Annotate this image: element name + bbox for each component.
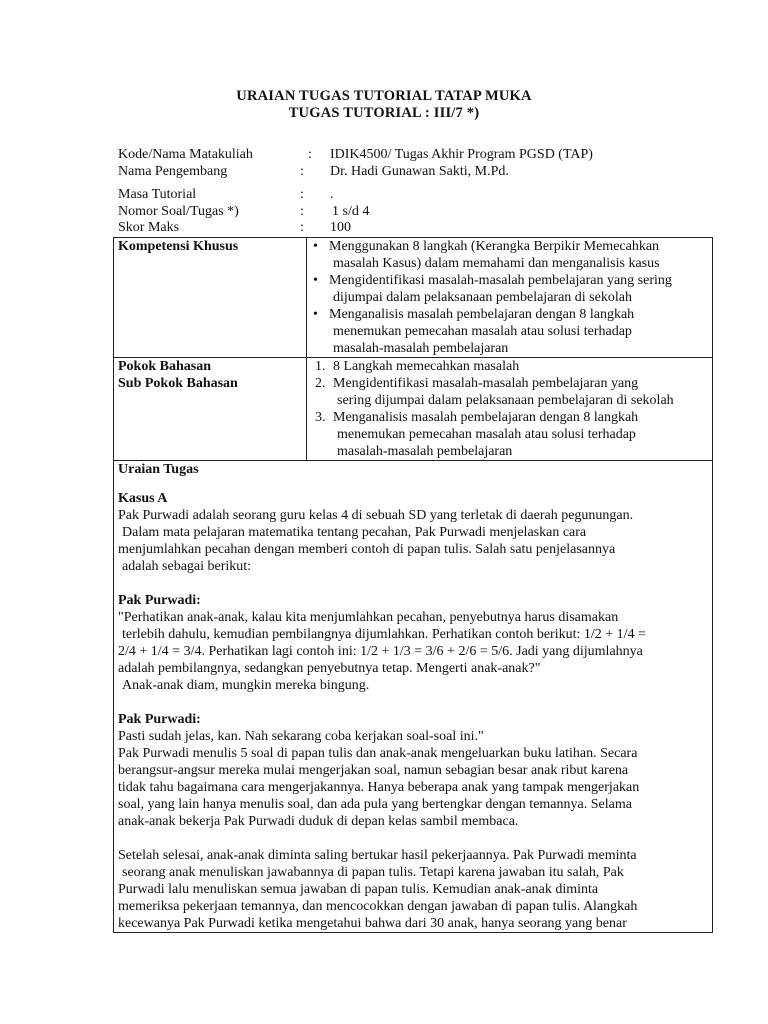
paragraph-line: terlebih dahulu, kemudian pembilangnya dijumlahkan. Perhatikan contoh berikut: 1/2 + 1/4 = <box>122 627 646 642</box>
speaker-label: Pak Purwadi: <box>118 712 201 727</box>
paragraph-line: Dalam mata pelajaran matematika tentang pecahan, Pak Purwadi menjelaskan cara <box>122 525 587 540</box>
pokok-heading: Pokok Bahasan Sub Pokok Bahasan <box>114 358 307 461</box>
pokok-item: 1. 8 Langkah memecahkan masalah <box>315 359 520 374</box>
document-subtitle: TUGAS TUTORIAL : III/7 *) <box>288 105 480 121</box>
info-label: Masa Tutorial <box>118 187 197 202</box>
info-label: Nomor Soal/Tugas *) <box>118 204 239 219</box>
paragraph-line: Setelah selesai, anak-anak diminta saling bertukar hasil pekerjaannya. Pak Purwadi meminta <box>118 848 637 863</box>
info-colon: : <box>300 220 304 235</box>
pokok-item: 3. Menganalisis masalah pembelajaran dengan 8 langkah menemukan pemecahan masalah atau solusi terhadap masalah-masalah pembelajaran <box>315 410 639 459</box>
paragraph-line: 2/4 + 1/4 = 3/4. Perhatikan lagi contoh ini: 1/2 + 1/3 = 3/6 + 2/6 = 5/6. Jadi yang dijumlahnya <box>118 644 643 659</box>
paragraph-line: Anak-anak diam, mungkin mereka bingung. <box>122 678 370 693</box>
info-colon: : <box>300 187 304 202</box>
task-table <box>113 237 713 933</box>
uraian-heading: Uraian Tugas <box>118 462 199 477</box>
paragraph-line: "Perhatikan anak-anak, kalau kita menjumlahkan pecahan, penyebutnya harus disamakan <box>118 610 619 625</box>
paragraph-line: berangsur-angsur mereka mulai mengerjakan soal, namun sebagian besar anak ribut karena <box>118 763 629 778</box>
kompetensi-heading: Kompetensi Khusus <box>114 238 307 358</box>
bullet-icon: • <box>313 273 318 288</box>
info-value: Dr. Hadi Gunawan Sakti, M.Pd. <box>330 164 509 179</box>
info-value: 1 s/d 4 <box>332 204 370 219</box>
info-value: 100 <box>330 220 351 235</box>
info-value: . <box>330 187 334 202</box>
kompetensi-item: • Menggunakan 8 langkah (Kerangka Berpikir Memecahkan masalah Kasus) dalam memahami dan menganalisis kasus <box>313 239 660 271</box>
paragraph-line: adalah sebagai berikut: <box>122 559 252 574</box>
paragraph-line: Pasti sudah jelas, kan. Nah sekarang coba kerjakan soal-soal ini." <box>118 729 484 744</box>
kompetensi-item: • Mengidentifikasi masalah-masalah pembelajaran yang sering dijumpai dalam pelaksanaan pembelajaran di sekolah <box>313 273 672 305</box>
row-pokok <box>114 358 713 461</box>
paragraph-line: tidak tahu bagaimana cara mengerjakannya. Hanya beberapa anak yang tampak mengerjakan <box>118 780 640 795</box>
paragraph-line: Pak Purwadi menulis 5 soal di papan tulis dan anak-anak mengeluarkan buku latihan. Secara <box>118 746 638 761</box>
info-colon: : <box>308 147 312 162</box>
info-label: Nama Pengembang <box>118 164 228 179</box>
paragraph-line: Purwadi lalu menuliskan semua jawaban di papan tulis. Kemudian anak-anak diminta <box>118 882 599 897</box>
info-colon: : <box>300 204 304 219</box>
document-title: URAIAN TUGAS TUTORIAL TATAP MUKA <box>236 88 532 104</box>
paragraph-line: anak-anak bekerja Pak Purwadi duduk di depan kelas sambil membaca. <box>118 814 519 829</box>
info-label: Skor Maks <box>118 220 180 235</box>
row-uraian <box>114 461 713 933</box>
bullet-icon: • <box>313 307 318 322</box>
speaker-label: Pak Purwadi: <box>118 593 201 608</box>
paragraph-line: kecewanya Pak Purwadi ketika mengetahui bahwa dari 30 anak, hanya seorang yang benar <box>118 916 627 931</box>
paragraph-line: seorang anak menuliskan jawabannya di papan tulis. Tetapi karena jawaban itu salah, Pak <box>122 865 624 880</box>
kasus-heading: Kasus A <box>118 491 168 506</box>
paragraph-line: adalah pembilangnya, sedangkan penyebutnya tetap. Mengerti anak-anak?" <box>118 661 541 676</box>
pokok-item: 2. Mengidentifikasi masalah-masalah pembelajaran yang sering dijumpai dalam pelaksanaan pembelajaran di sekolah <box>315 376 674 408</box>
paragraph-line: Pak Purwadi adalah seorang guru kelas 4 di sebuah SD yang terletak di daerah pegunungan. <box>118 508 634 523</box>
paragraph-line: menjumlahkan pecahan dengan memberi contoh di papan tulis. Salah satu penjelasannya <box>118 542 616 557</box>
paragraph-line: soal, yang lain hanya menulis soal, dan ada pula yang bertengkar dengan temannya. Selama <box>118 797 632 812</box>
kompetensi-list <box>307 238 713 358</box>
uraian-body <box>114 461 713 933</box>
paragraph-line: memeriksa pekerjaan temannya, dan mencocokkan dengan jawaban di papan tulis. Alangkah <box>118 899 638 914</box>
bullet-icon: • <box>313 239 318 254</box>
info-value: IDIK4500/ Tugas Akhir Program PGSD (TAP) <box>330 147 593 162</box>
info-colon: : <box>300 164 304 179</box>
pokok-list <box>307 358 713 461</box>
kompetensi-item: • Menganalisis masalah pembelajaran dengan 8 langkah menemukan pemecahan masalah atau solusi terhadap masalah-masalah pembelajaran <box>313 307 635 356</box>
info-label: Kode/Nama Matakuliah <box>118 147 253 162</box>
row-kompetensi <box>114 238 713 358</box>
